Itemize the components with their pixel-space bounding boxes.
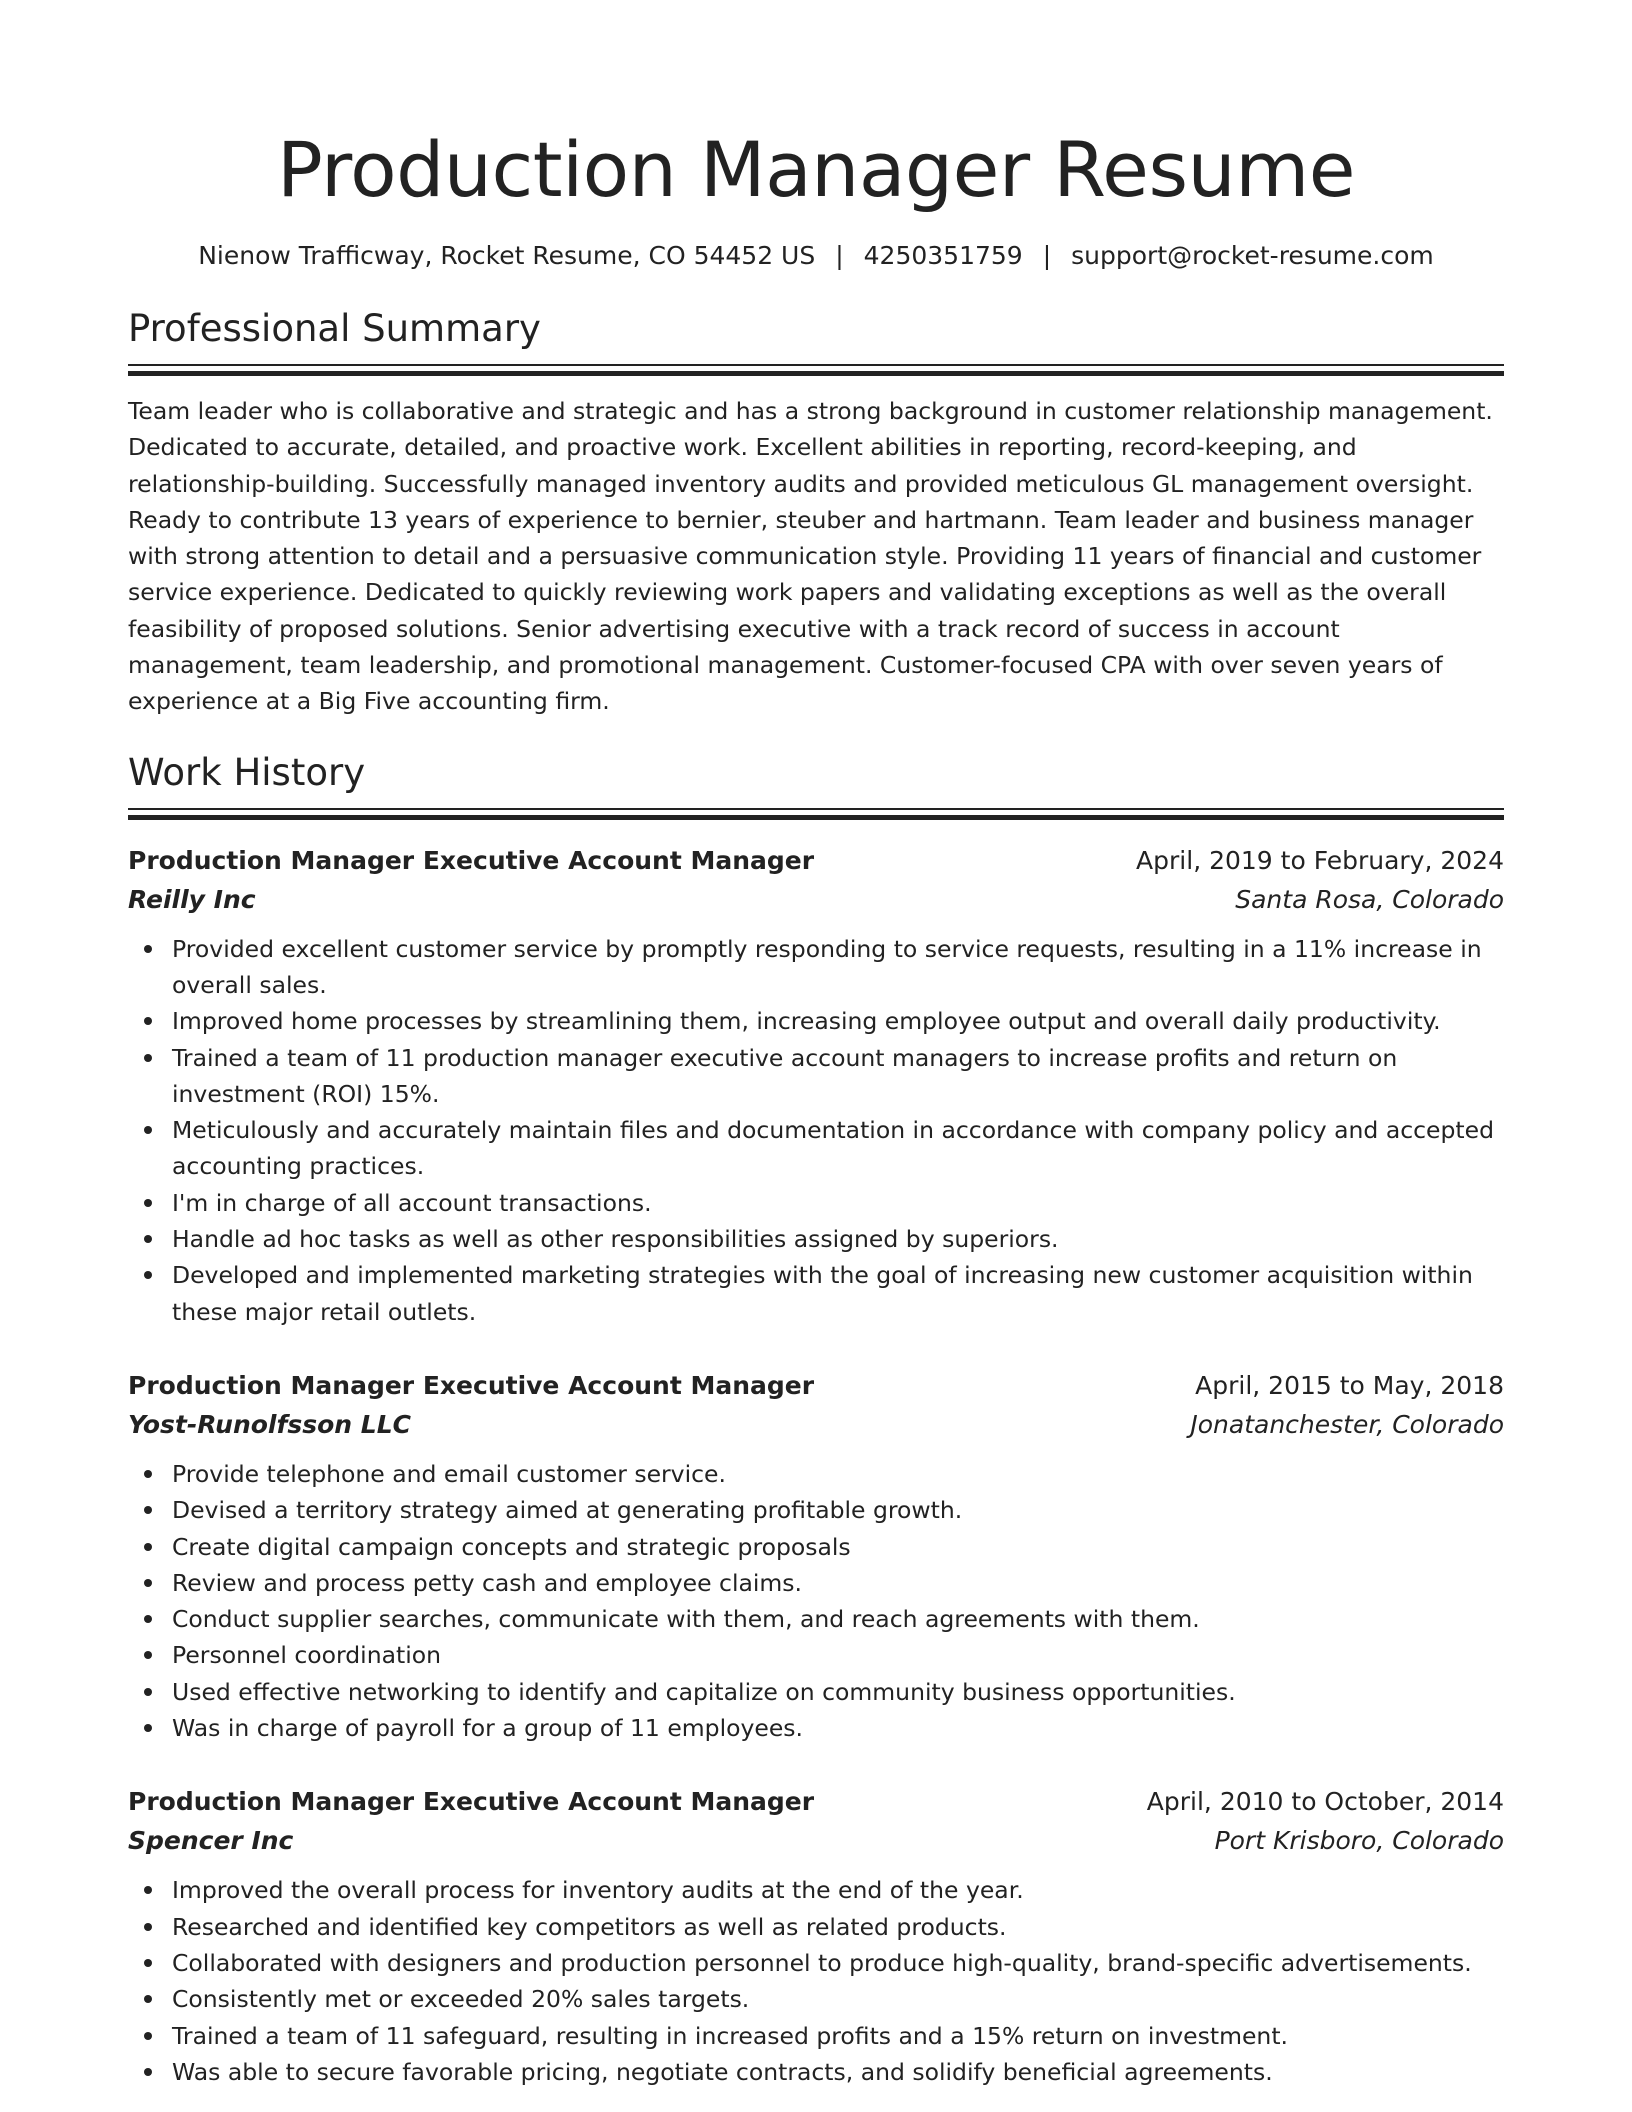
job-bullet: Was able to secure favorable pricing, negotiate contracts, and solidify beneficial agreements. <box>128 2054 1504 2090</box>
job-dates: April, 2010 to October, 2014 <box>1146 1787 1504 1817</box>
job-bullet: Provided excellent customer service by promptly responding to service requests, resulting in a 11% increase in overall sales. <box>128 931 1504 1004</box>
job-dates: April, 2019 to February, 2024 <box>1136 845 1504 875</box>
job-bullet: Create digital campaign concepts and strategic proposals <box>128 1529 1504 1565</box>
job-entry <box>128 841 1504 1330</box>
resume-page <box>128 0 1504 2090</box>
job-bullet: Devised a territory strategy aimed at generating profitable growth. <box>128 1492 1504 1528</box>
job-bullet: Researched and identified key competitors as well as related products. <box>128 1909 1504 1945</box>
job-bullet: Was in charge of payroll for a group of 11 employees. <box>128 1710 1504 1746</box>
contact-line <box>128 240 1504 272</box>
work-history-heading: Work History <box>128 750 366 794</box>
job-bullet-list <box>128 931 1504 1330</box>
job-company-row <box>128 1405 1504 1444</box>
work-history-section <box>128 750 1504 2090</box>
job-title: Production Manager Executive Account Manager <box>128 1787 815 1817</box>
job-dates: April, 2015 to May, 2018 <box>1195 1370 1504 1400</box>
job-location: Jonatanchester, Colorado <box>1190 1409 1504 1439</box>
job-company: Spencer Inc <box>128 1826 294 1856</box>
job-bullet: Developed and implemented marketing strategies with the goal of increasing new customer acquisition within these major retail outlets. <box>128 1257 1504 1330</box>
job-bullet: Review and process petty cash and employee claims. <box>128 1565 1504 1601</box>
summary-text: Team leader who is collaborative and strategic and has a strong background in customer relationship management. Dedicated to accurate, detailed, and proactive work. Excellent abilities in reporting, record-keeping, and relationship-building. Successfully managed inventory audits and provided meticulous GL management oversight. Ready to contribute 13 years of experience to bernier, steuber and hartmann. Team leader and business manager with strong attention to detail and a persuasive communication style. Providing 11 years of financial and customer service experience. Dedicated to quickly reviewing work papers and validating exceptions as well as the overall feasibility of proposed solutions. Senior advertising executive with a track record of success in account management, team leadership, and promotional management. Customer-focused CPA with over seven years of experience at a Big Five accounting firm. <box>128 397 1493 716</box>
job-bullet: Improved home processes by streamlining them, increasing employee output and overall daily productivity. <box>128 1003 1504 1039</box>
job-bullet: Trained a team of 11 production manager executive account managers to increase profits and return on investment (ROI) 15%. <box>128 1040 1504 1113</box>
job-header-row <box>128 841 1504 880</box>
job-bullet: Used effective networking to identify and capitalize on community business opportunities. <box>128 1674 1504 1710</box>
job-bullet-list <box>128 1872 1504 2090</box>
job-company-row <box>128 880 1504 919</box>
job-entry <box>128 1366 1504 1746</box>
section-divider <box>128 808 1504 817</box>
job-location: Santa Rosa, Colorado <box>1235 884 1504 914</box>
job-title: Production Manager Executive Account Manager <box>128 1370 815 1400</box>
job-bullet: Trained a team of 11 safeguard, resulting in increased profits and a 15% return on investment. <box>128 2018 1504 2054</box>
job-bullet: Provide telephone and email customer service. <box>128 1456 1504 1492</box>
job-bullet: Improved the overall process for inventory audits at the end of the year. <box>128 1872 1504 1908</box>
job-company: Reilly Inc <box>128 884 256 914</box>
job-bullet-list <box>128 1456 1504 1746</box>
job-bullet: Handle ad hoc tasks as well as other responsibilities assigned by superiors. <box>128 1221 1504 1257</box>
summary-heading: Professional Summary <box>128 307 541 350</box>
section-divider <box>128 364 1504 373</box>
job-header-row <box>128 1366 1504 1405</box>
job-title: Production Manager Executive Account Manager <box>128 845 815 875</box>
job-bullet: Consistently met or exceeded 20% sales targets. <box>128 1981 1504 2017</box>
job-bullet: Conduct supplier searches, communicate with them, and reach agreements with them. <box>128 1601 1504 1637</box>
job-bullet: I'm in charge of all account transactions. <box>128 1185 1504 1221</box>
summary-section <box>128 306 1504 720</box>
job-bullet: Personnel coordination <box>128 1637 1504 1673</box>
job-bullet: Meticulously and accurately maintain files and documentation in accordance with company policy and accepted accounting practices. <box>128 1112 1504 1185</box>
job-location: Port Krisboro, Colorado <box>1214 1826 1504 1856</box>
job-header-row <box>128 1782 1504 1821</box>
contact-separator: | <box>1042 241 1052 270</box>
contact-phone: 4250351759 <box>863 241 1023 270</box>
job-entry <box>128 1782 1504 2090</box>
contact-address: Nienow Trafficway, Rocket Resume, CO 54452 US <box>198 241 816 270</box>
job-company-row <box>128 1821 1504 1860</box>
job-bullet: Collaborated with designers and production personnel to produce high-quality, brand-specific advertisements. <box>128 1945 1504 1981</box>
contact-email: support@rocket-resume.com <box>1071 241 1434 270</box>
contact-separator: | <box>835 241 844 270</box>
job-company: Yost-Runolfsson LLC <box>128 1409 412 1439</box>
resume-title: Production Manager Resume <box>277 125 1355 214</box>
